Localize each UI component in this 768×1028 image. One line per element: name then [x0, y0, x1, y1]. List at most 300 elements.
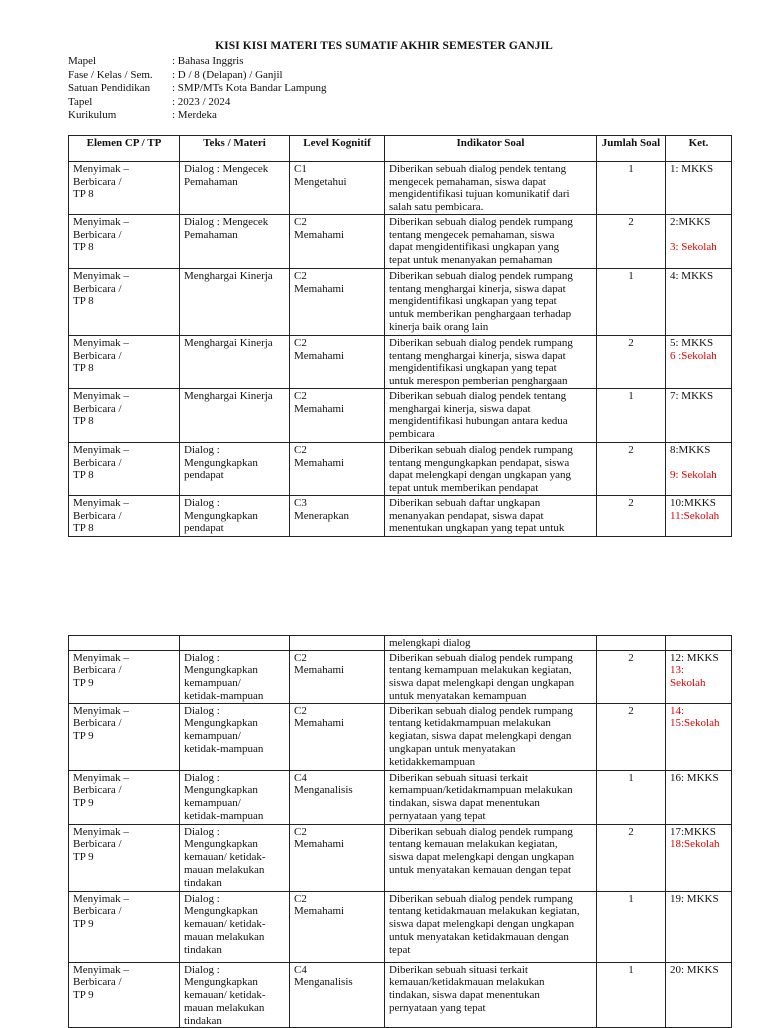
cell-teks-line: Mengungkapkan — [184, 509, 258, 522]
cell-elemen-line: TP 9 — [73, 797, 94, 810]
ket-code: 1: MKKS — [670, 163, 714, 175]
cell-teks-line: kemauan/ ketidak- — [184, 918, 266, 931]
cell-teks — [180, 824, 290, 891]
cell-teks — [180, 650, 290, 703]
cell-level-line: C2 — [294, 270, 307, 282]
cell-elemen-line: Berbicara / — [73, 784, 122, 797]
cell-level — [290, 770, 385, 824]
cell-elemen-line: TP 8 — [73, 188, 94, 201]
cell-ket — [666, 336, 732, 389]
cell-teks — [180, 269, 290, 336]
cell-indikator-line: menentukan ungkapan yang tepat untuk — [389, 522, 565, 535]
table-row — [69, 962, 732, 1028]
cell-elemen — [69, 770, 180, 824]
cell-indikator — [385, 336, 597, 389]
cell-indikator-line: pernyataan yang tepat — [389, 1001, 486, 1014]
cell-teks-line: kemauan/ ketidak- — [184, 989, 266, 1002]
cell-teks-line: ketidak-mampuan — [184, 689, 264, 702]
cell-elemen-line: Menyimak – — [73, 892, 129, 905]
cell-level-line: Memahami — [294, 228, 345, 241]
cell-teks-line: mauan melakukan — [184, 930, 265, 943]
ket-code: 16: MKKS — [670, 771, 719, 784]
cell-jumlah: 1 — [597, 962, 666, 1028]
cell-ket — [666, 215, 732, 269]
kisi-table-page-2 — [68, 635, 732, 1028]
cell-teks-line: Dialog : — [184, 771, 220, 784]
cell-elemen-line: Menyimak – — [73, 444, 129, 456]
cell-teks — [180, 703, 290, 770]
table-body — [69, 636, 732, 1028]
cell-elemen-line: TP 9 — [73, 918, 94, 931]
cell-level — [290, 269, 385, 336]
cell-level — [290, 636, 385, 651]
cell-ket — [666, 703, 732, 770]
cell-indikator — [385, 443, 597, 496]
cell-indikator-line: siswa dapat melengkapi dengan ungkapan — [389, 677, 575, 690]
cell-ket — [666, 496, 732, 537]
cell-teks — [180, 443, 290, 496]
cell-ket — [666, 824, 732, 891]
cell-indikator — [385, 636, 597, 651]
cell-elemen-line: Menyimak – — [73, 216, 129, 228]
cell-indikator-line: menghargai kinerja, siswa dapat — [389, 402, 531, 415]
cell-elemen-line: Berbicara / — [73, 838, 122, 851]
cell-indikator-line: untuk menyatakan kemampuan — [389, 689, 527, 702]
header-level: Level Kognitif — [290, 136, 385, 162]
cell-teks-line: Mengungkapkan — [184, 664, 258, 677]
cell-indikator — [385, 389, 597, 443]
cell-level — [290, 443, 385, 496]
cell-elemen — [69, 496, 180, 537]
cell-teks-line: Pemahaman — [184, 228, 238, 241]
cell-indikator-line: Diberikan sebuah dialog pendek rumpang — [389, 444, 573, 456]
ket-code: 15:Sekolah — [670, 717, 720, 730]
ket-code: 3: Sekolah — [670, 241, 717, 254]
meta-value: : SMP/MTs Kota Bandar Lampung — [172, 82, 327, 95]
cell-indikator-line: Diberikan sebuah dialog pendek rumpang — [389, 270, 573, 282]
cell-elemen-line: Menyimak – — [73, 963, 129, 976]
cell-indikator-line: Diberikan sebuah dialog pendek rumpang — [389, 825, 573, 838]
cell-teks-line: pendapat — [184, 469, 224, 482]
cell-teks-line: kemauan/ ketidak- — [184, 851, 266, 864]
cell-teks — [180, 389, 290, 443]
cell-level-line: C4 — [294, 963, 307, 976]
cell-level-line: Memahami — [294, 402, 345, 415]
ket-code: 7: MKKS — [670, 390, 714, 402]
cell-level — [290, 650, 385, 703]
cell-teks — [180, 636, 290, 651]
cell-indikator-line: ketidakkemampuan — [389, 755, 476, 768]
cell-indikator-line: tentang menghargai kinerja, siswa dapat — [389, 349, 566, 362]
ket-code: 5: MKKS — [670, 337, 714, 349]
cell-level — [290, 703, 385, 770]
cell-indikator-line: kemampuan/ketidakmampuan melakukan — [389, 784, 573, 797]
meta-row-tapel — [68, 96, 326, 110]
header-teks: Teks / Materi — [180, 136, 290, 162]
cell-elemen — [69, 650, 180, 703]
cell-indikator-line: Diberikan sebuah dialog pendek rumpang — [389, 704, 573, 717]
cell-level-line: Memahami — [294, 664, 345, 677]
cell-teks-line: Pemahaman — [184, 175, 238, 188]
meta-label: Mapel — [68, 55, 97, 67]
cell-indikator-line: tentang mengecek pemahaman, siswa — [389, 228, 555, 241]
table-row — [69, 215, 732, 269]
table-row — [69, 162, 732, 215]
cell-indikator-line: Diberikan sebuah dialog pendek tentang — [389, 163, 567, 175]
cell-indikator-line: tentang ketidakmampuan melakukan — [389, 717, 551, 730]
cell-level-line: Menganalisis — [294, 976, 353, 989]
cell-elemen-line: Berbicara / — [73, 228, 122, 241]
cell-level-line: Menganalisis — [294, 784, 353, 797]
cell-ket — [666, 443, 732, 496]
cell-jumlah: 1 — [597, 770, 666, 824]
cell-teks-line: Dialog : Mengecek — [184, 216, 269, 228]
cell-elemen-line: Berbicara / — [73, 905, 122, 918]
cell-level — [290, 962, 385, 1028]
cell-elemen-line: Berbicara / — [73, 717, 122, 730]
cell-ket — [666, 269, 732, 336]
cell-level-line: C1 — [294, 163, 307, 175]
cell-teks-line: Menghargai Kinerja — [184, 390, 273, 402]
cell-elemen — [69, 443, 180, 496]
meta-label: Fase / Kelas / Sem. — [68, 68, 153, 81]
ket-code: 6 :Sekolah — [670, 349, 717, 362]
cell-level — [290, 389, 385, 443]
table-row — [69, 443, 732, 496]
cell-teks-line: mauan melakukan — [184, 1001, 265, 1014]
table-row — [69, 703, 732, 770]
meta-row-mapel — [68, 55, 326, 69]
cell-teks-line: mauan melakukan — [184, 863, 265, 876]
cell-indikator-line: Diberikan sebuah dialog pendek rumpang — [389, 216, 573, 228]
cell-elemen-line: TP 8 — [73, 522, 94, 535]
cell-indikator-line: melengkapi dialog — [389, 637, 471, 649]
cell-indikator-line: tentang kemampuan melakukan kegiatan, — [389, 664, 572, 677]
meta-value: : Bahasa Inggris — [172, 55, 244, 67]
meta-label: Tapel — [68, 95, 93, 108]
cell-elemen-line: Berbicara / — [73, 509, 122, 522]
cell-teks-line: kemampuan/ — [184, 797, 241, 810]
cell-elemen-line: Menyimak – — [73, 825, 129, 838]
cell-elemen-line: Menyimak – — [73, 337, 129, 349]
meta-value: : D / 8 (Delapan) / Ganjil — [172, 68, 283, 81]
cell-jumlah: 2 — [597, 650, 666, 703]
meta-value: : 2023 / 2024 — [172, 95, 231, 108]
cell-jumlah: 2 — [597, 336, 666, 389]
ket-code: 18:Sekolah — [670, 838, 720, 851]
cell-elemen-line: TP 9 — [73, 730, 94, 743]
ket-code: 12: MKKS — [670, 651, 719, 664]
table-row — [69, 824, 732, 891]
cell-elemen-line: Berbicara / — [73, 456, 122, 469]
cell-elemen — [69, 215, 180, 269]
cell-indikator-line: mengidentifikasi ungkapan yang tepat — [389, 295, 557, 308]
table-row — [69, 496, 732, 537]
cell-jumlah: 2 — [597, 824, 666, 891]
cell-indikator-line: dapat melengkapi dengan ungkapan yang — [389, 469, 572, 482]
cell-indikator-line: untuk menyatakan ketidakmauan dengan — [389, 930, 569, 943]
cell-teks — [180, 770, 290, 824]
cell-indikator-line: kemauan/ketidakmauan melakukan — [389, 976, 545, 989]
cell-teks-line: tindakan — [184, 1014, 222, 1027]
cell-level-line: C3 — [294, 497, 307, 509]
cell-indikator-line: siswa dapat melengkapi dengan ungkapan — [389, 851, 575, 864]
cell-elemen-line: TP 9 — [73, 677, 94, 690]
cell-level-line: Memahami — [294, 456, 345, 469]
cell-elemen-line: TP 8 — [73, 295, 94, 308]
ket-code: Sekolah — [670, 677, 706, 690]
cell-ket — [666, 770, 732, 824]
cell-indikator-line: Diberikan sebuah situasi terkait — [389, 771, 528, 784]
cell-indikator-line: Diberikan sebuah dialog pendek rumpang — [389, 651, 573, 664]
cell-indikator-line: menanyakan pendapat, siswa dapat — [389, 509, 544, 522]
ket-code: 2:MKKS — [670, 216, 711, 228]
cell-elemen — [69, 891, 180, 962]
ket-code: 14: — [670, 704, 685, 717]
cell-level-line: C4 — [294, 771, 307, 784]
cell-elemen-line: Berbicara / — [73, 175, 122, 188]
cell-elemen — [69, 962, 180, 1028]
cell-indikator — [385, 824, 597, 891]
cell-teks — [180, 962, 290, 1028]
cell-ket — [666, 162, 732, 215]
ket-code: 9: Sekolah — [670, 469, 717, 482]
cell-indikator-line: pembicara — [389, 428, 435, 441]
cell-teks-line: Mengungkapkan — [184, 784, 258, 797]
cell-teks-line: Dialog : — [184, 497, 220, 509]
cell-level-line: Memahami — [294, 282, 345, 295]
table-body — [69, 162, 732, 537]
cell-elemen-line: Berbicara / — [73, 976, 122, 989]
cell-indikator-line: Diberikan sebuah dialog pendek rumpang — [389, 892, 573, 905]
cell-indikator-line: Diberikan sebuah dialog pendek rumpang — [389, 337, 573, 349]
cell-level — [290, 162, 385, 215]
header-indikator: Indikator Soal — [385, 136, 597, 162]
ket-code: 13: — [670, 664, 685, 677]
cell-teks-line: Dialog : Mengecek — [184, 163, 269, 175]
table-row — [69, 650, 732, 703]
header-elemen: Elemen CP / TP — [69, 136, 180, 162]
cell-elemen-line: Menyimak – — [73, 163, 129, 175]
cell-indikator-line: mengidentifikasi hubungan antara kedua — [389, 415, 568, 428]
meta-row-satuan — [68, 82, 326, 96]
cell-elemen-line: Menyimak – — [73, 270, 129, 282]
cell-elemen-line: Menyimak – — [73, 771, 129, 784]
cell-teks — [180, 336, 290, 389]
cell-level — [290, 336, 385, 389]
meta-row-kurikulum — [68, 109, 326, 123]
cell-teks-line: Dialog : — [184, 963, 220, 976]
cell-indikator-line: kinerja baik orang lain — [389, 320, 489, 333]
cell-teks-line: Menghargai Kinerja — [184, 337, 273, 349]
cell-indikator-line: tindakan, siswa dapat menentukan — [389, 989, 540, 1002]
cell-elemen-line: TP 8 — [73, 241, 94, 254]
cell-teks — [180, 891, 290, 962]
cell-teks-line: kemampuan/ — [184, 730, 241, 743]
table-row — [69, 389, 732, 443]
cell-teks-line: Dialog : — [184, 651, 220, 664]
ket-code: 4: MKKS — [670, 270, 714, 282]
cell-indikator-line: tepat untuk menanyakan pemahaman — [389, 254, 553, 267]
cell-jumlah: 2 — [597, 496, 666, 537]
cell-teks-line: tindakan — [184, 943, 222, 956]
cell-teks-line: tindakan — [184, 876, 222, 889]
cell-jumlah: 2 — [597, 443, 666, 496]
table-row — [69, 891, 732, 962]
cell-elemen-line: Menyimak – — [73, 704, 129, 717]
ket-code: 19: MKKS — [670, 892, 719, 905]
cell-elemen-line: TP 9 — [73, 851, 94, 864]
cell-jumlah: 1 — [597, 162, 666, 215]
cell-indikator-line: Diberikan sebuah daftar ungkapan — [389, 497, 541, 509]
cell-teks — [180, 496, 290, 537]
cell-indikator-line: untuk menyatakan kemauan dengan tepat — [389, 863, 572, 876]
cell-level-line: Mengetahui — [294, 175, 347, 188]
cell-teks-line: ketidak-mampuan — [184, 809, 264, 822]
meta-value: : Merdeka — [172, 109, 217, 122]
document-meta — [68, 55, 326, 123]
table-row — [69, 636, 732, 651]
cell-indikator-line: tepat untuk memberikan pendapat — [389, 482, 539, 495]
cell-indikator-line: mengidentifikasi ungkapan yang tepat — [389, 362, 557, 375]
cell-indikator-line: tentang menghargai kinerja, siswa dapat — [389, 282, 566, 295]
cell-level-line: Memahami — [294, 349, 345, 362]
cell-teks-line: Dialog : — [184, 704, 220, 717]
cell-level-line: C2 — [294, 216, 307, 228]
meta-label: Satuan Pendidikan — [68, 82, 151, 95]
cell-elemen-line: TP 8 — [73, 469, 94, 482]
cell-indikator — [385, 650, 597, 703]
cell-indikator-line: dapat mengidentifikasi ungkapan yang — [389, 241, 560, 254]
cell-teks-line: Mengungkapkan — [184, 905, 258, 918]
cell-jumlah — [597, 636, 666, 651]
cell-level-line: Memahami — [294, 717, 345, 730]
cell-indikator-line: tentang kemauan melakukan kegiatan, — [389, 838, 558, 851]
cell-elemen — [69, 269, 180, 336]
cell-ket — [666, 962, 732, 1028]
cell-elemen-line: Berbicara / — [73, 402, 122, 415]
cell-indikator-line: tentang ketidakmauan melakukan kegiatan, — [389, 905, 580, 918]
cell-indikator — [385, 269, 597, 336]
cell-indikator — [385, 162, 597, 215]
ket-code: 8:MKKS — [670, 444, 711, 456]
cell-elemen-line: TP 9 — [73, 989, 94, 1002]
cell-level-line: C2 — [294, 337, 307, 349]
cell-indikator-line: tentang mengungkapkan pendapat, siswa — [389, 456, 570, 469]
cell-elemen — [69, 703, 180, 770]
cell-ket — [666, 389, 732, 443]
cell-teks-line: Mengungkapkan — [184, 717, 258, 730]
cell-elemen-line: Menyimak – — [73, 390, 129, 402]
cell-indikator-line: Diberikan sebuah situasi terkait — [389, 963, 528, 976]
cell-indikator — [385, 891, 597, 962]
table-header-row — [69, 136, 732, 162]
cell-teks-line: Dialog : — [184, 825, 220, 838]
cell-indikator-line: untuk merespon pemberian penghargaan — [389, 375, 568, 388]
meta-row-fase — [68, 69, 326, 83]
cell-jumlah: 1 — [597, 269, 666, 336]
cell-jumlah: 2 — [597, 703, 666, 770]
cell-indikator-line: pernyataan yang tepat — [389, 809, 486, 822]
cell-ket — [666, 650, 732, 703]
cell-indikator-line: mengidentifikasi tujuan komunikatif dari — [389, 188, 570, 201]
cell-elemen-line: Menyimak – — [73, 651, 129, 664]
table-row — [69, 770, 732, 824]
cell-indikator-line: mengecek pemahaman, siswa dapat — [389, 175, 546, 188]
document-title: KISI KISI MATERI TES SUMATIF AKHIR SEMESTER GANJIL — [215, 40, 553, 52]
cell-level-line: Memahami — [294, 905, 345, 918]
cell-elemen — [69, 824, 180, 891]
cell-teks — [180, 215, 290, 269]
cell-indikator — [385, 770, 597, 824]
cell-elemen — [69, 162, 180, 215]
cell-teks-line: Dialog : — [184, 444, 220, 456]
cell-jumlah: 1 — [597, 389, 666, 443]
cell-elemen-line: Berbicara / — [73, 349, 122, 362]
cell-teks-line: Mengungkapkan — [184, 838, 258, 851]
cell-teks-line: kemampuan/ — [184, 677, 241, 690]
cell-indikator-line: tindakan, siswa dapat menentukan — [389, 797, 540, 810]
cell-indikator-line: untuk memberikan penghargaan terhadap — [389, 308, 572, 321]
cell-elemen-line: TP 8 — [73, 415, 94, 428]
cell-jumlah: 1 — [597, 891, 666, 962]
cell-level-line: C2 — [294, 825, 307, 838]
header-ket: Ket. — [666, 136, 732, 162]
cell-indikator-line: siswa dapat melengkapi dengan ungkapan — [389, 918, 575, 931]
ket-code — [670, 457, 727, 470]
table-row — [69, 269, 732, 336]
cell-level — [290, 824, 385, 891]
cell-teks-line: ketidak-mampuan — [184, 742, 264, 755]
cell-teks-line: Mengungkapkan — [184, 456, 258, 469]
cell-indikator-line: ungkapan untuk menyatakan — [389, 742, 516, 755]
cell-level-line: C2 — [294, 390, 307, 402]
cell-level — [290, 891, 385, 962]
kisi-table-page-1 — [68, 135, 732, 537]
cell-teks-line: Mengungkapkan — [184, 976, 258, 989]
ket-code — [670, 229, 727, 242]
cell-level-line: Menerapkan — [294, 509, 349, 522]
cell-elemen-line: TP 8 — [73, 362, 94, 375]
cell-indikator — [385, 962, 597, 1028]
ket-code: 11:Sekolah — [670, 509, 720, 522]
cell-elemen — [69, 636, 180, 651]
cell-level-line: Memahami — [294, 838, 345, 851]
cell-ket — [666, 636, 732, 651]
ket-code: 20: MKKS — [670, 963, 719, 976]
cell-indikator-line: salah satu pembicara. — [389, 201, 484, 214]
cell-elemen — [69, 336, 180, 389]
cell-indikator-line: tepat — [389, 943, 411, 956]
cell-indikator — [385, 703, 597, 770]
cell-level-line: C2 — [294, 651, 307, 664]
cell-indikator-line: Diberikan sebuah dialog pendek tentang — [389, 390, 567, 402]
cell-elemen-line: Berbicara / — [73, 664, 122, 677]
cell-teks — [180, 162, 290, 215]
cell-level — [290, 215, 385, 269]
cell-ket — [666, 891, 732, 962]
cell-indikator — [385, 215, 597, 269]
cell-level-line: C2 — [294, 704, 307, 717]
ket-code: 17:MKKS — [670, 825, 716, 838]
cell-elemen-line: Berbicara / — [73, 282, 122, 295]
cell-indikator-line: kegiatan, siswa dapat melengkapi dengan — [389, 730, 572, 743]
cell-teks-line: Dialog : — [184, 892, 220, 905]
cell-level — [290, 496, 385, 537]
cell-jumlah: 2 — [597, 215, 666, 269]
cell-level-line: C2 — [294, 892, 307, 905]
cell-indikator — [385, 496, 597, 537]
